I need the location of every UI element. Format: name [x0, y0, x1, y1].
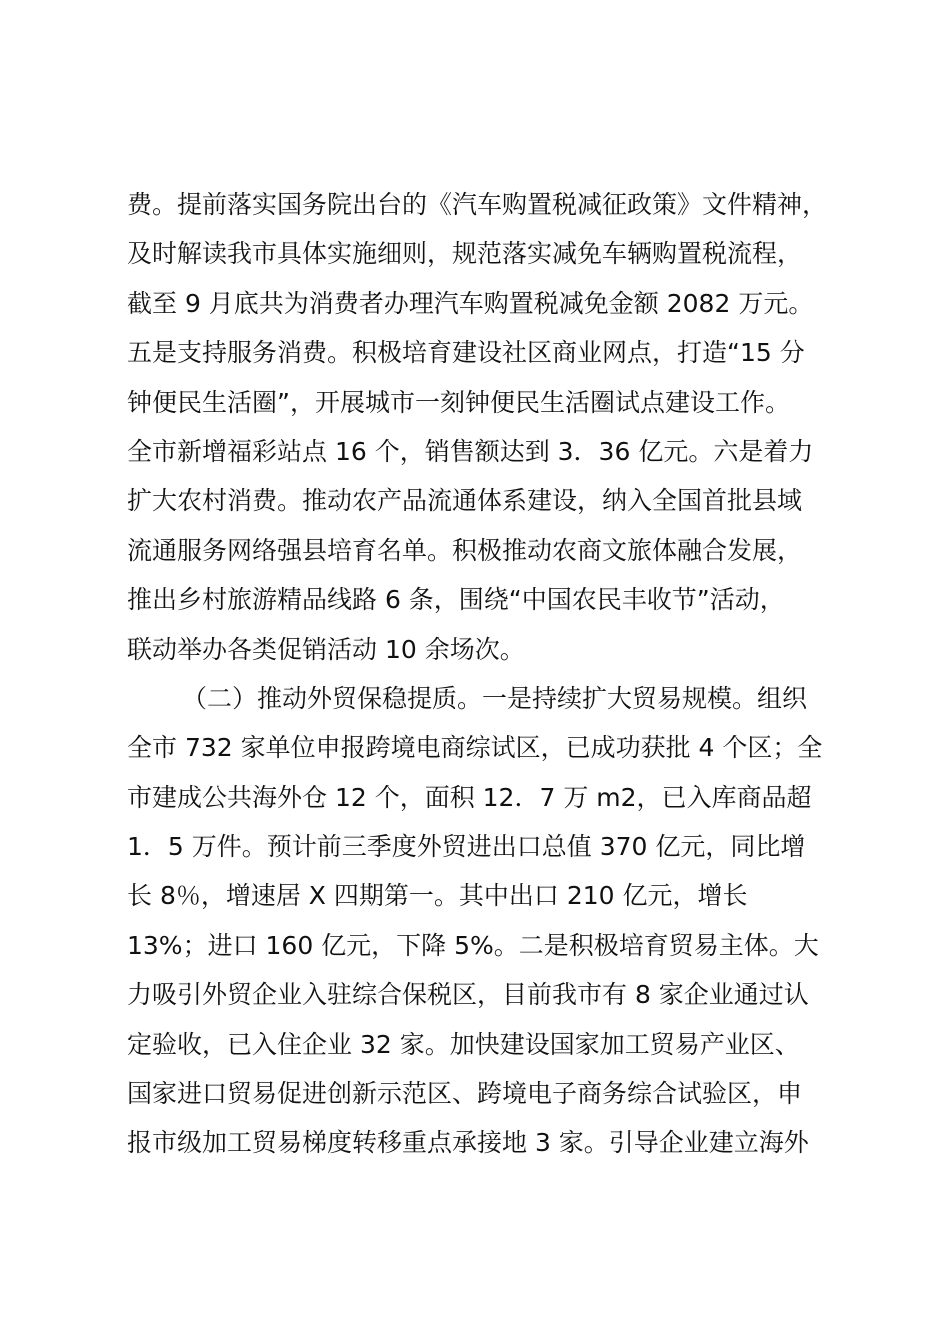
text-line-7: 扩大农村消费。推动农产品流通体系建设，纳入全国首批县域	[127, 486, 803, 516]
section-heading-line: （二）推动外贸保稳提质。一是持续扩大贸易规模。组织	[182, 683, 808, 713]
text-line-10: 联动举办各类促销活动 10 余场次。	[127, 634, 525, 664]
text-line-2: 及时解读我市具体实施细则，规范落实减免车辆购置税流程，	[127, 239, 803, 269]
text-line-3: 截至 9 月底共为消费者办理汽车购置税减免金额 2082 万元。	[127, 288, 814, 318]
text-line-15: 长 8％，增速居 X 四期第一。其中出口 210 亿元，增长	[127, 881, 748, 911]
text-line-12: 全市 732 家单位申报跨境电商综试区，已成功获批 4 个区；全	[127, 733, 823, 763]
text-line-6: 全市新增福彩站点 16 个，销售额达到 3．36 亿元。六是着力	[127, 436, 814, 466]
text-line-16: 13%；进口 160 亿元，下降 5%。二是积极培育贸易主体。大	[127, 930, 819, 960]
text-line-1: 费。提前落实国务院出台的《汽车购置税减征政策》文件精神，	[127, 190, 828, 219]
body-text	[127, 180, 857, 1168]
text-line-17: 力吸引外贸企业入驻综合保税区，目前我市有 8 家企业通过认	[127, 980, 809, 1010]
text-line-8: 流通服务网络强县培育名单。积极推动农商文旅体融合发展，	[127, 535, 803, 565]
text-line-13: 市建成公共海外仓 12 个，面积 12．7 万 m2，已入库商品超	[127, 782, 812, 812]
text-line-20: 报市级加工贸易梯度转移重点承接地 3 家。引导企业建立海外	[127, 1128, 809, 1158]
text-line-5: 钟便民生活圈”，开展城市一刻钟便民生活圈试点建设工作。	[127, 387, 790, 417]
text-line-19: 国家进口贸易促进创新示范区、跨境电子商务综合试验区，申	[127, 1079, 803, 1109]
text-line-9: 推出乡村旅游精品线路 6 条，围绕“中国农民丰收节”活动，	[127, 585, 785, 615]
text-line-18: 定验收，已入住企业 32 家。加快建设国家加工贸易产业区、	[127, 1029, 800, 1059]
text-line-14: 1．5 万件。预计前三季度外贸进出口总值 370 亿元，同比增	[127, 832, 806, 862]
text-line-4: 五是支持服务消费。积极培育建设社区商业网点，打造“15 分	[127, 338, 805, 368]
